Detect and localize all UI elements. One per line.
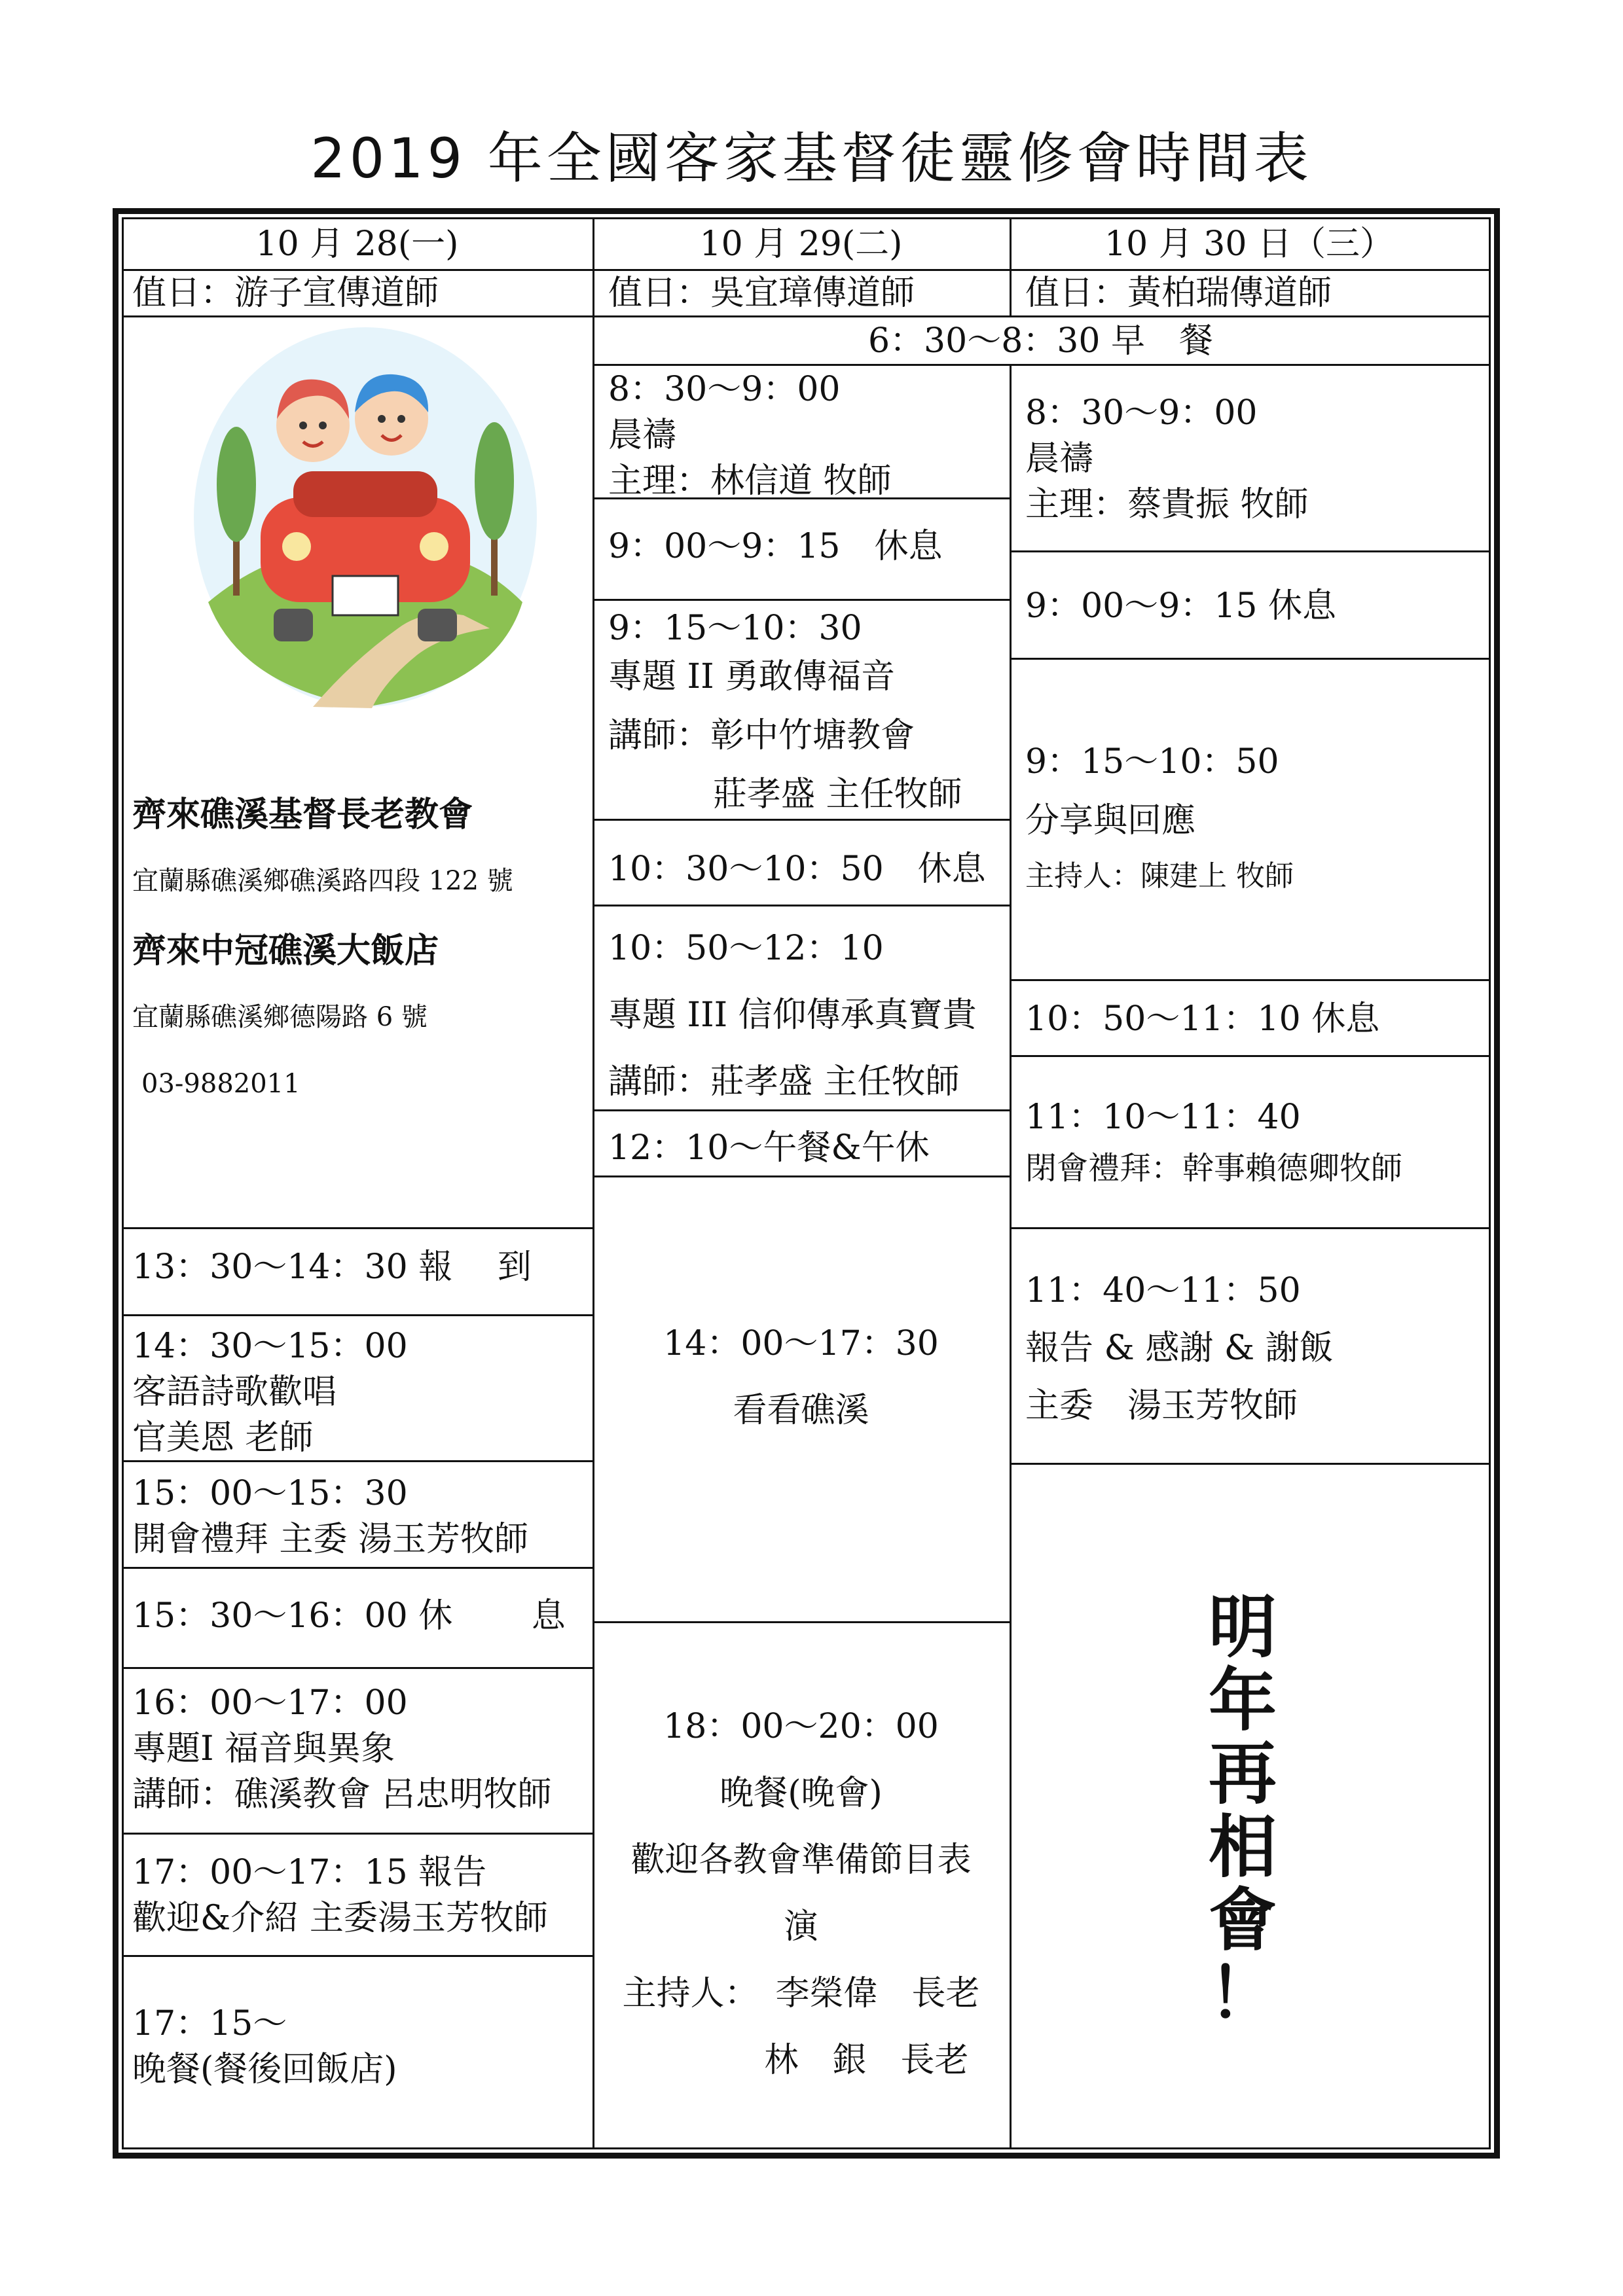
church-name: 齊來礁溪基督長老教會 xyxy=(132,795,473,834)
couple-in-car-illustration xyxy=(182,321,549,713)
day1-session-break: 15：30～16：00 休 息 xyxy=(122,1567,594,1669)
day2-session-lunch: 12：10～午餐&午休 xyxy=(593,1109,1012,1177)
breakfast-row: 6：30～8：30 早 餐 xyxy=(593,315,1491,366)
page-title: 2019 年全國客家基督徒靈修會時間表 xyxy=(310,126,1313,190)
day2-session-break2: 10：30～10：50 休息 xyxy=(593,819,1012,906)
day1-session-opening-worship: 15：00～15：30 開會禮拜 主委 湯玉芳牧師 xyxy=(122,1460,594,1569)
farewell-message: 明 年 再 相 會 ！ xyxy=(1208,1587,1277,2034)
day3-session-break1: 9：00～9：15 休息 xyxy=(1010,550,1491,660)
day1-session-dinner: 17：15～ 晚餐(餐後回飯店) xyxy=(122,1955,594,2149)
day1-date-header: 10 月 28(一) xyxy=(122,217,594,271)
day1-session-hymns: 14：30～15：00 客語詩歌歡唱 官美恩 老師 xyxy=(122,1314,594,1462)
day3-date-header: 10 月 30 日（三） xyxy=(1010,217,1491,271)
day3-session-thanks: 11：40～11：50 報告 & 感謝 & 謝飯 主委 湯玉芳牧師 xyxy=(1010,1227,1491,1465)
day2-session-evening: 18：00～20：00 晚餐(晚會) 歡迎各教會準備節目表 演 主持人： 李榮偉 長老 林 銀 長老 xyxy=(593,1621,1012,2149)
hotel-phone: 03-9882011 xyxy=(141,1069,301,1099)
day3-duty: 值日：黃柏瑞傳道師 xyxy=(1010,269,1491,317)
hotel-name: 齊來中冠礁溪大飯店 xyxy=(132,931,439,971)
day3-session-morning-prayer: 8：30～9：00 晨禱 主理：蔡貴振 牧師 xyxy=(1010,364,1491,552)
church-address: 宜蘭縣礁溪鄉礁溪路四段 122 號 xyxy=(132,866,513,896)
day3-session-break2: 10：50～11：10 休息 xyxy=(1010,979,1491,1057)
day3-session-sharing: 9：15～10：50 分享與回應 主持人：陳建上 牧師 xyxy=(1010,658,1491,981)
day2-session-topic2: 9：15～10：30 專題 II 勇敢傳福音 講師：彰中竹塘教會 莊孝盛 主任牧師 xyxy=(593,599,1012,821)
hotel-address: 宜蘭縣礁溪鄉德陽路 6 號 xyxy=(132,1002,428,1032)
day1-session-registration: 13：30～14：30 報 到 xyxy=(122,1227,594,1316)
day2-session-morning-prayer: 8：30～9：00 晨禱 主理：林信道 牧師 xyxy=(593,364,1012,499)
day1-session-welcome: 17：00～17：15 報告 歡迎&介紹 主委湯玉芳牧師 xyxy=(122,1833,594,1957)
day2-date-header: 10 月 29(二) xyxy=(593,217,1012,271)
day2-session-break1: 9：00～9：15 休息 xyxy=(593,497,1012,601)
day1-duty: 值日：游子宣傳道師 xyxy=(122,269,594,317)
day2-session-topic3: 10：50～12：10 專題 III 信仰傳承真寶貴 講師：莊孝盛 主任牧師 xyxy=(593,905,1012,1111)
day1-venue-info xyxy=(122,315,594,1229)
day2-session-sightseeing: 14：00～17：30 看看礁溪 xyxy=(593,1175,1012,1623)
day3-session-closing-worship: 11：10～11：40 閉會禮拜：幹事賴德卿牧師 xyxy=(1010,1055,1491,1229)
day1-session-topic1: 16：00～17：00 專題Ⅰ 福音與異象 講師：礁溪教會 呂忠明牧師 xyxy=(122,1667,594,1835)
day2-duty: 值日：吳宜璋傳道師 xyxy=(593,269,1012,317)
